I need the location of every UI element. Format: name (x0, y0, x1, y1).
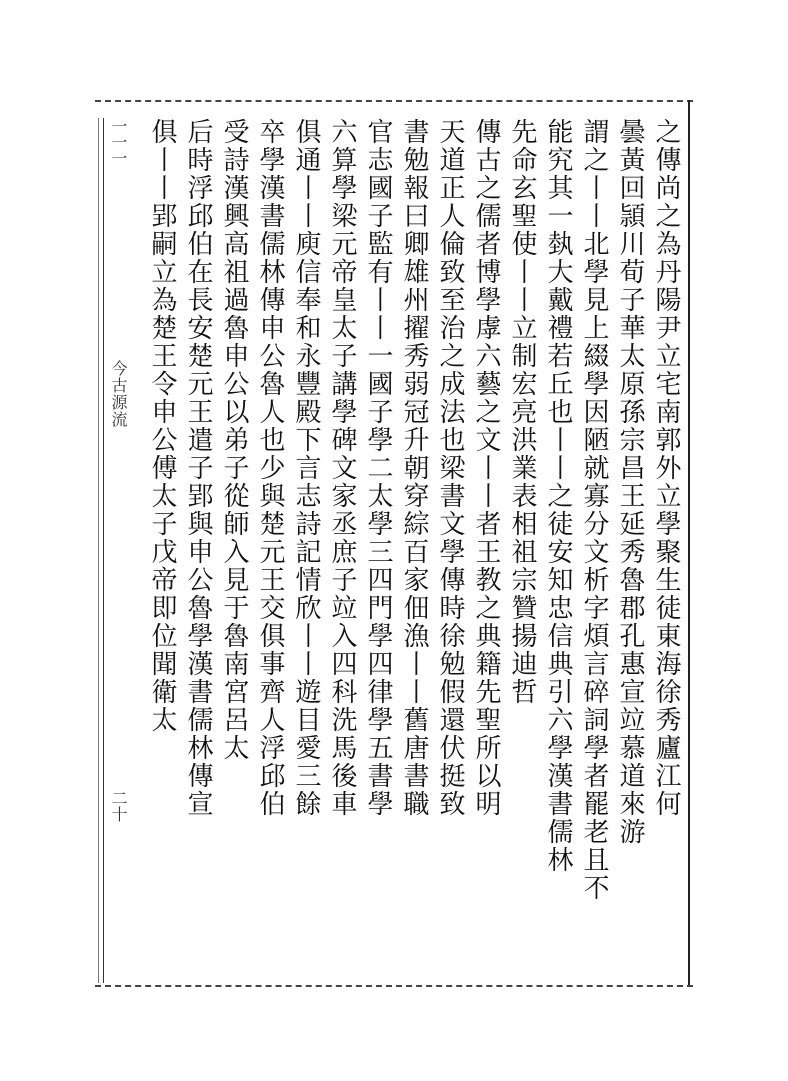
text-column-9: 官志國子監有丨丨一國子學二太學三四門學四律學五書學 (363, 118, 393, 818)
text-column-10: 六算學梁元帝皇太子講學碑文家丞庶子竝入四科洗馬後車 (327, 118, 357, 818)
text-column-7: 天道正人倫致至治之成法也梁書文學傳時徐勉假還伏挺致 (435, 118, 465, 818)
text-column-6: 傳古之儒者博學虖六藝之文丨丨者王教之典籍先聖所以明 (471, 118, 501, 818)
text-column-13: 受詩漢興高祖過魯申公以弟子從師入見于魯南宮呂太 (219, 118, 249, 762)
bottom-border-rule (95, 985, 693, 987)
gutter-rule (103, 118, 104, 983)
text-column-4: 能究其一埶大戴禮若丘也丨丨之徒安知忠信典引六學漢書儒林 (543, 118, 573, 874)
top-border-rule (95, 100, 693, 102)
text-column-11: 俱通丨丨庾信奉和永豐殿下言志詩記情欣丨丨遊目愛三餘 (291, 118, 321, 818)
folio-number: 二十 (109, 790, 128, 822)
text-column-3: 謂之丨丨北學見上綴學因陋就寡分文析字煩言碎詞學者罷老且不 (579, 118, 609, 902)
text-column-1: 之傳尚之為丹陽尹立宅南郭外立學聚生徒東海徐秀廬江何 (651, 118, 681, 818)
gutter-rule-outer (98, 118, 99, 983)
text-column-8: 書勉報曰卿雄州擢秀弱冠升朝穿綜百家佃漁丨丨舊唐書職 (399, 118, 429, 818)
text-column-12: 卒學漢書儒林傳申公魯人也少與楚元王交俱事齊人浮邱伯 (255, 118, 285, 818)
text-column-5: 先命玄聖使丨丨立制宏亮洪業表相祖宗贊揚迪哲 (507, 118, 537, 706)
text-column-15: 俱丨丨郢嗣立為楚王令申公傅太子戊帝即位聞衛太 (147, 118, 177, 734)
right-border-rule (688, 100, 690, 985)
text-column-2: 曇黃回頴川荀子華太原孫宗昌王延秀魯郡孔惠宣竝慕道來游 (615, 118, 645, 846)
margin-top-marks: 一一一 (109, 118, 128, 166)
text-column-14: 后時浮邱伯在長安楚元王遣子郢與申公魯學漢書儒林傳宣 (183, 118, 213, 818)
margin-book-title: 今古源流 (109, 360, 128, 428)
